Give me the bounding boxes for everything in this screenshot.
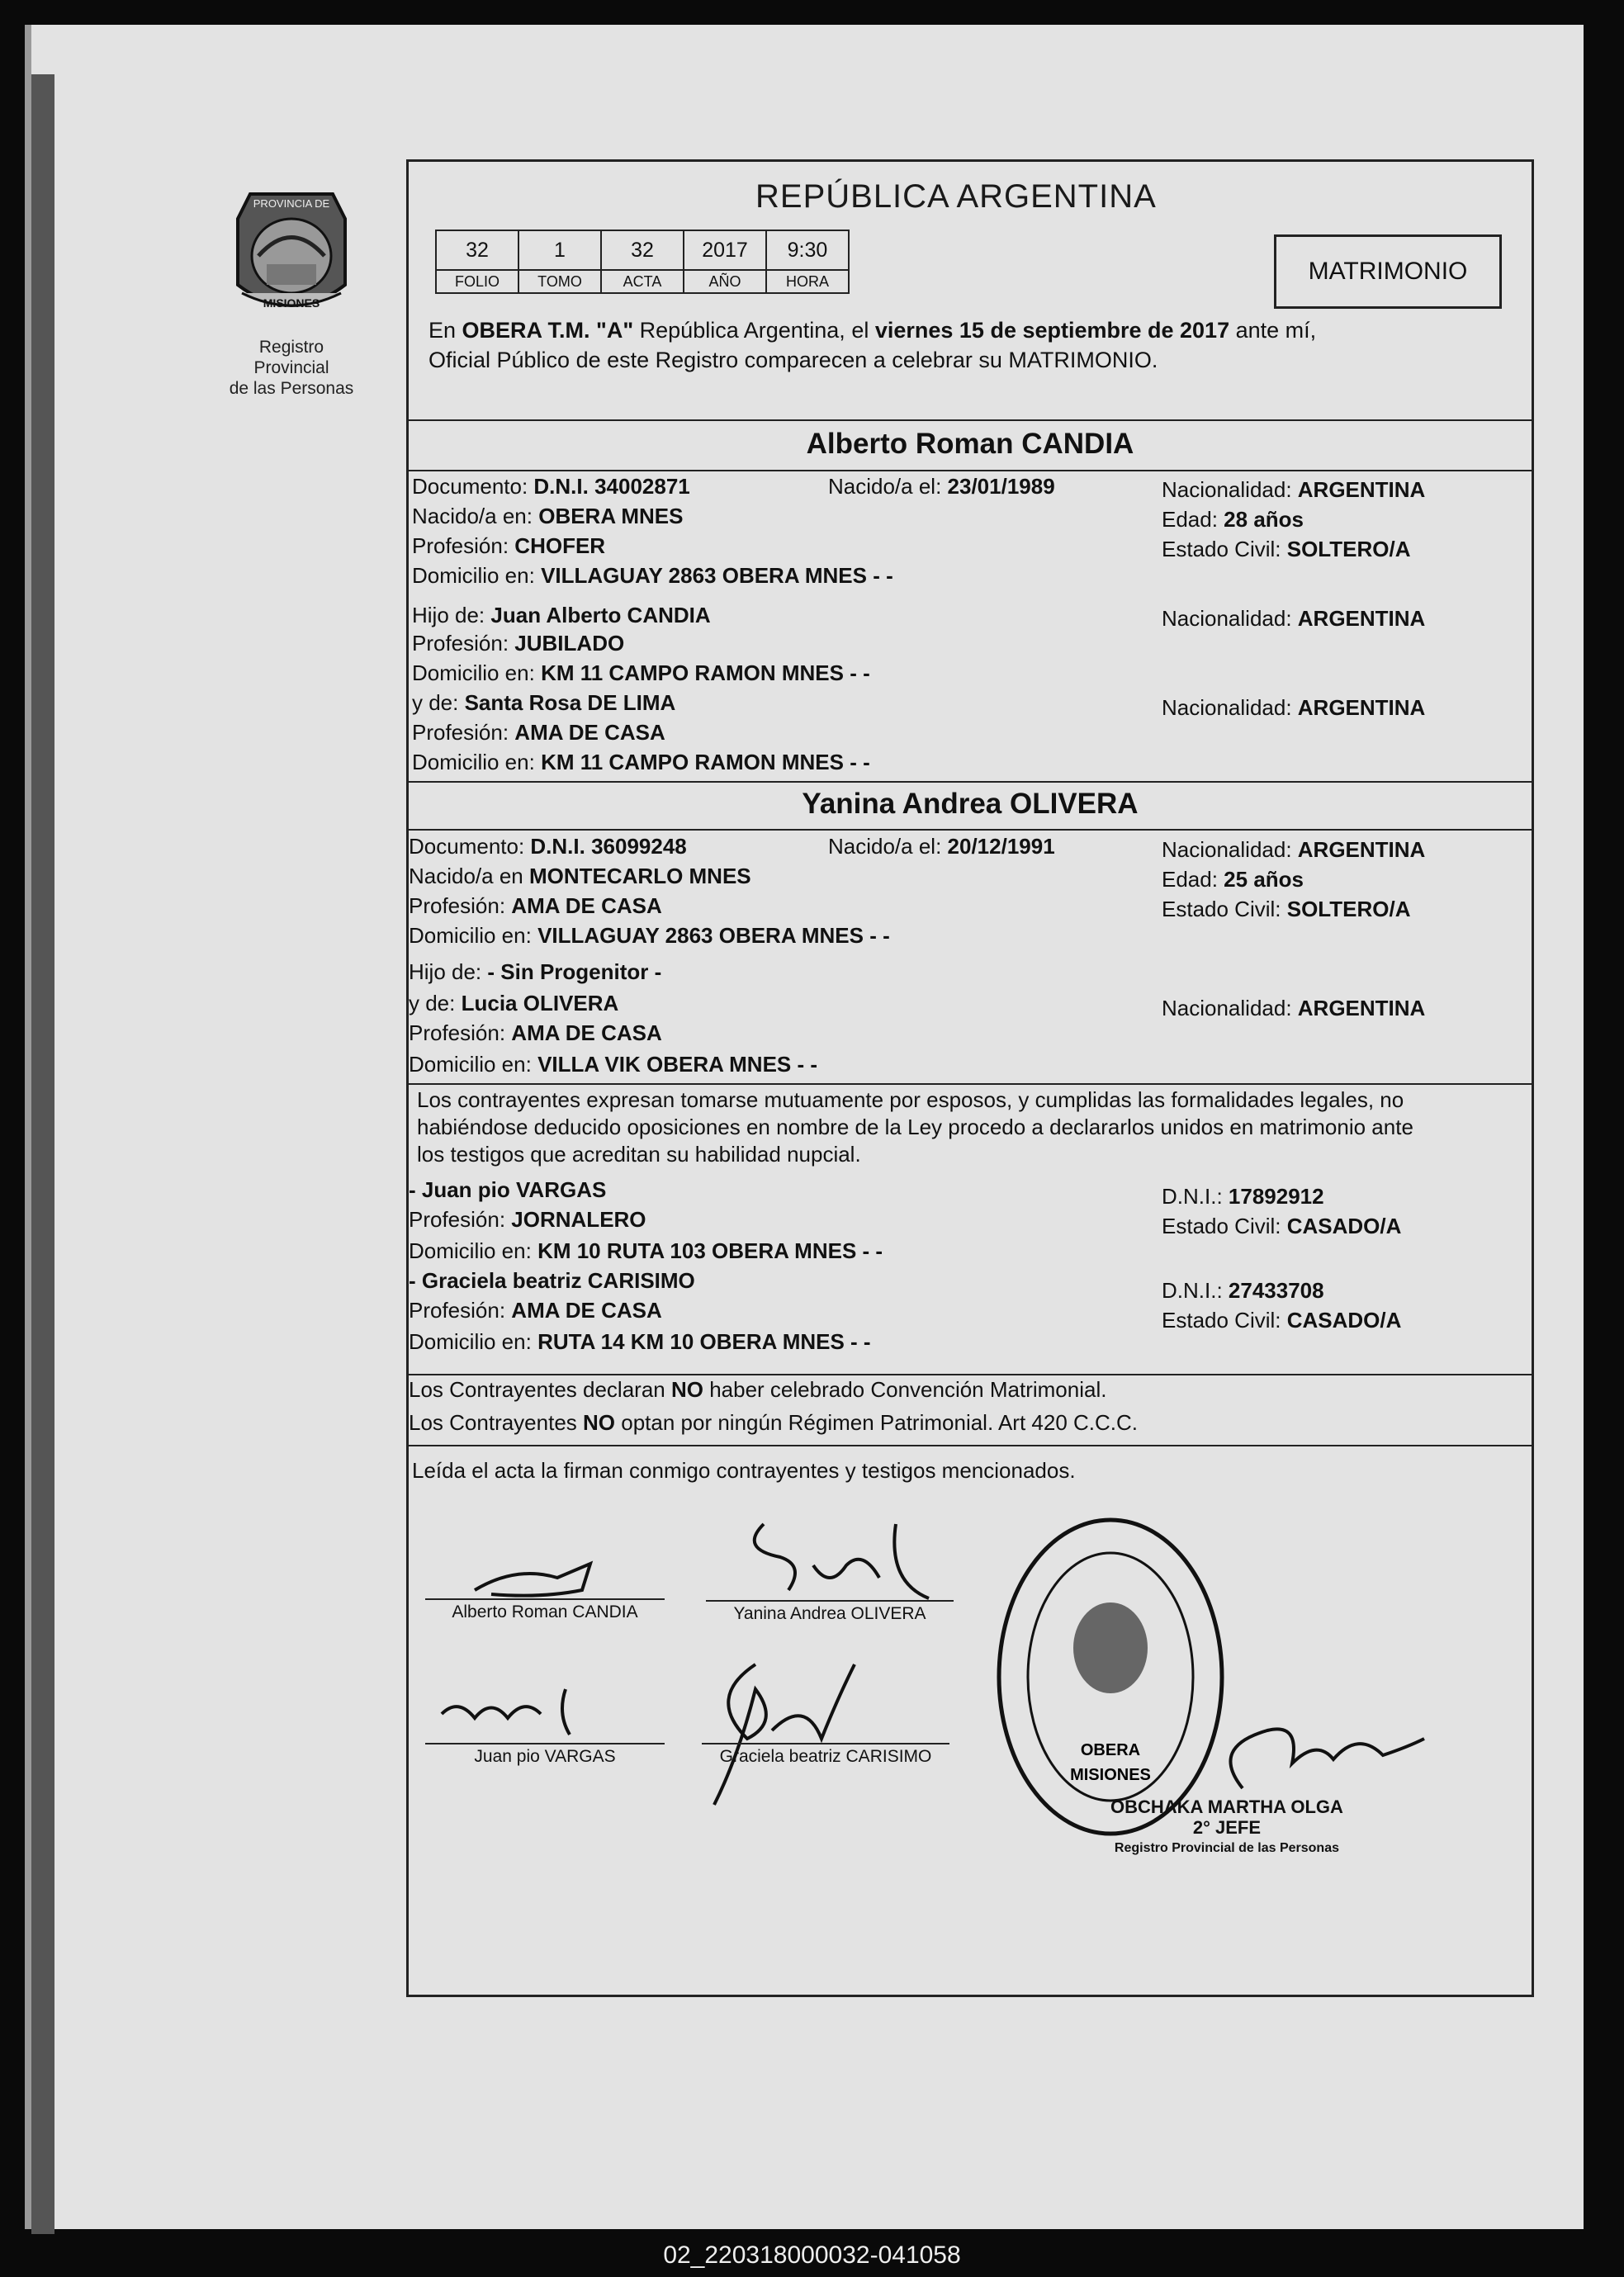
witness1-signature-scribble	[425, 1681, 590, 1739]
document-page	[25, 25, 1584, 2229]
bride-birthdate: Nacido/a el: 20/12/1991	[828, 834, 1055, 859]
bride-address: Domicilio en: VILLAGUAY 2863 OBERA MNES - -	[409, 923, 890, 948]
witness1-profession: Profesión: JORNALERO	[409, 1207, 646, 1232]
misiones-logo	[221, 186, 362, 399]
witness1-address: Domicilio en: KM 10 RUTA 103 OBERA MNES - -	[409, 1238, 883, 1263]
groom-civil-status: Estado Civil: SOLTERO/A	[1162, 537, 1411, 561]
patrimonial-statement: Los Contrayentes NO optan por ningún Régimen Patrimonial. Art 420 C.C.C.	[409, 1410, 1139, 1435]
divider	[409, 781, 1532, 783]
witness2-address: Domicilio en: RUTA 14 KM 10 OBERA MNES - -	[409, 1329, 871, 1354]
bride-mother-profession: Profesión: AMA DE CASA	[409, 1020, 662, 1045]
hour-value: 9:30	[766, 230, 849, 270]
bride-birthplace: Nacido/a en MONTECARLO MNES	[409, 864, 751, 888]
divider	[409, 829, 1532, 831]
divider	[409, 1445, 1532, 1446]
witness1-dni: D.N.I.: 17892912	[1162, 1184, 1324, 1209]
folio-label: FOLIO	[436, 270, 518, 293]
official-signature-scribble	[1193, 1714, 1432, 1805]
intro-date: viernes 15 de septiembre de 2017	[874, 318, 1230, 343]
divider	[409, 470, 1532, 471]
binding-edge	[31, 74, 54, 2262]
acta-value: 32	[601, 230, 684, 270]
logo-top-text: PROVINCIA DE	[253, 197, 330, 210]
witness2-name: - Graciela beatriz CARISIMO	[409, 1268, 695, 1293]
groom-age: Edad: 28 años	[1162, 507, 1304, 532]
year-value: 2017	[684, 230, 766, 270]
official-office: Registro Provincial de las Personas	[1114, 1841, 1339, 1855]
official-block	[1110, 1797, 1343, 1858]
convention-statement: Los Contrayentes declaran NO haber celebrado Convención Matrimonial.	[409, 1377, 1107, 1402]
intro-line-2: Oficial Público de este Registro comparecen a celebrar su MATRIMONIO.	[428, 348, 1158, 372]
intro-text-b: República Argentina, el	[633, 318, 875, 343]
intro-text-c: ante mí,	[1229, 318, 1317, 343]
stamp-province: MISIONES	[1070, 1766, 1151, 1784]
witness1-name: - Juan pio VARGAS	[409, 1177, 607, 1202]
bride-signature-line: Yanina Andrea OLIVERA	[706, 1600, 954, 1624]
groom-birthdate: Nacido/a el: 23/01/1989	[828, 474, 1055, 499]
closing-statement: Leída el acta la firman conmigo contrayentes y testigos mencionados.	[412, 1458, 1076, 1483]
country-title: REPÚBLICA ARGENTINA	[755, 178, 1157, 215]
official-name: OBCHAKA MARTHA OLGA	[1110, 1797, 1343, 1817]
witness2-signature-line: Graciela beatriz CARISIMO	[702, 1743, 949, 1767]
witness2-signature-scribble	[689, 1648, 879, 1813]
declaration-text	[417, 1086, 1523, 1168]
document-code: 02_220318000032-041058	[0, 2234, 1624, 2277]
official-role: 2° JEFE	[1192, 1817, 1262, 1838]
bride-nationality: Nacionalidad: ARGENTINA	[1162, 837, 1426, 862]
stamp-city: OBERA	[1080, 1741, 1141, 1759]
groom-mother-nationality: Nacionalidad: ARGENTINA	[1162, 695, 1426, 720]
tomo-value: 1	[518, 230, 601, 270]
groom-document: Documento: D.N.I. 34002871	[412, 474, 690, 499]
marriage-certificate	[406, 159, 1534, 1997]
divider	[409, 1083, 1532, 1085]
registry-line-1: Registro Provincial	[253, 338, 329, 377]
groom-father-address: Domicilio en: KM 11 CAMPO RAMON MNES - -	[412, 660, 870, 685]
divider	[409, 419, 1532, 421]
bride-civil-status: Estado Civil: SOLTERO/A	[1162, 897, 1411, 921]
groom-name: Alberto Roman CANDIA	[806, 428, 1134, 460]
intro-text-a: En	[428, 318, 462, 343]
declaration-line-2: habiéndose deducido oposiciones en nombre de la Ley procedo a declararlos unidos en matrimonio ante	[417, 1115, 1413, 1139]
declaration-line-1: Los contrayentes expresan tomarse mutuamente por esposos, y cumplidas las formalidades legales, no	[417, 1087, 1404, 1112]
folio-value: 32	[436, 230, 518, 270]
groom-mother: y de: Santa Rosa DE LIMA	[412, 690, 676, 715]
registry-line-2: de las Personas	[229, 379, 354, 398]
witness2-civil-status: Estado Civil: CASADO/A	[1162, 1308, 1402, 1333]
groom-signature-line: Alberto Roman CANDIA	[425, 1598, 665, 1622]
record-table	[435, 230, 850, 294]
tomo-label: TOMO	[518, 270, 601, 293]
year-label: AÑO	[684, 270, 766, 293]
groom-mother-profession: Profesión: AMA DE CASA	[412, 720, 665, 745]
bride-name: Yanina Andrea OLIVERA	[802, 788, 1139, 820]
groom-birthplace: Nacido/a en: OBERA MNES	[412, 504, 684, 528]
groom-mother-address: Domicilio en: KM 11 CAMPO RAMON MNES - -	[412, 750, 870, 774]
groom-profession: Profesión: CHOFER	[412, 533, 606, 558]
witness1-civil-status: Estado Civil: CASADO/A	[1162, 1214, 1402, 1238]
declaration-line-3: los testigos que acreditan su habilidad nupcial.	[417, 1142, 861, 1167]
groom-father-nationality: Nacionalidad: ARGENTINA	[1162, 606, 1426, 631]
bride-mother-nationality: Nacionalidad: ARGENTINA	[1162, 996, 1426, 1020]
bride-father: Hijo de: - Sin Progenitor -	[409, 959, 662, 984]
groom-father: Hijo de: Juan Alberto CANDIA	[412, 603, 711, 627]
bride-mother: y de: Lucia OLIVERA	[409, 991, 619, 1015]
bride-profession: Profesión: AMA DE CASA	[409, 893, 662, 918]
bride-mother-address: Domicilio en: VILLA VIK OBERA MNES - -	[409, 1052, 818, 1077]
bride-document: Documento: D.N.I. 36099248	[409, 834, 687, 859]
provincial-seal-icon	[225, 186, 357, 326]
groom-address: Domicilio en: VILLAGUAY 2863 OBERA MNES - -	[412, 563, 893, 588]
acta-label: ACTA	[601, 270, 684, 293]
witness2-dni: D.N.I.: 27433708	[1162, 1278, 1324, 1303]
groom-father-profession: Profesión: JUBILADO	[412, 631, 625, 656]
bride-signature-scribble	[731, 1516, 945, 1607]
registry-name	[221, 337, 362, 399]
intro-text	[428, 315, 1518, 375]
hour-label: HORA	[766, 270, 849, 293]
witness1-signature-line: Juan pio VARGAS	[425, 1743, 665, 1767]
groom-nationality: Nacionalidad: ARGENTINA	[1162, 477, 1426, 502]
bride-age: Edad: 25 años	[1162, 867, 1304, 892]
witness2-profession: Profesión: AMA DE CASA	[409, 1298, 662, 1323]
intro-place: OBERA T.M. "A"	[462, 318, 634, 343]
act-type-box: MATRIMONIO	[1274, 234, 1502, 309]
logo-bottom-text: MISIONES	[263, 296, 320, 310]
